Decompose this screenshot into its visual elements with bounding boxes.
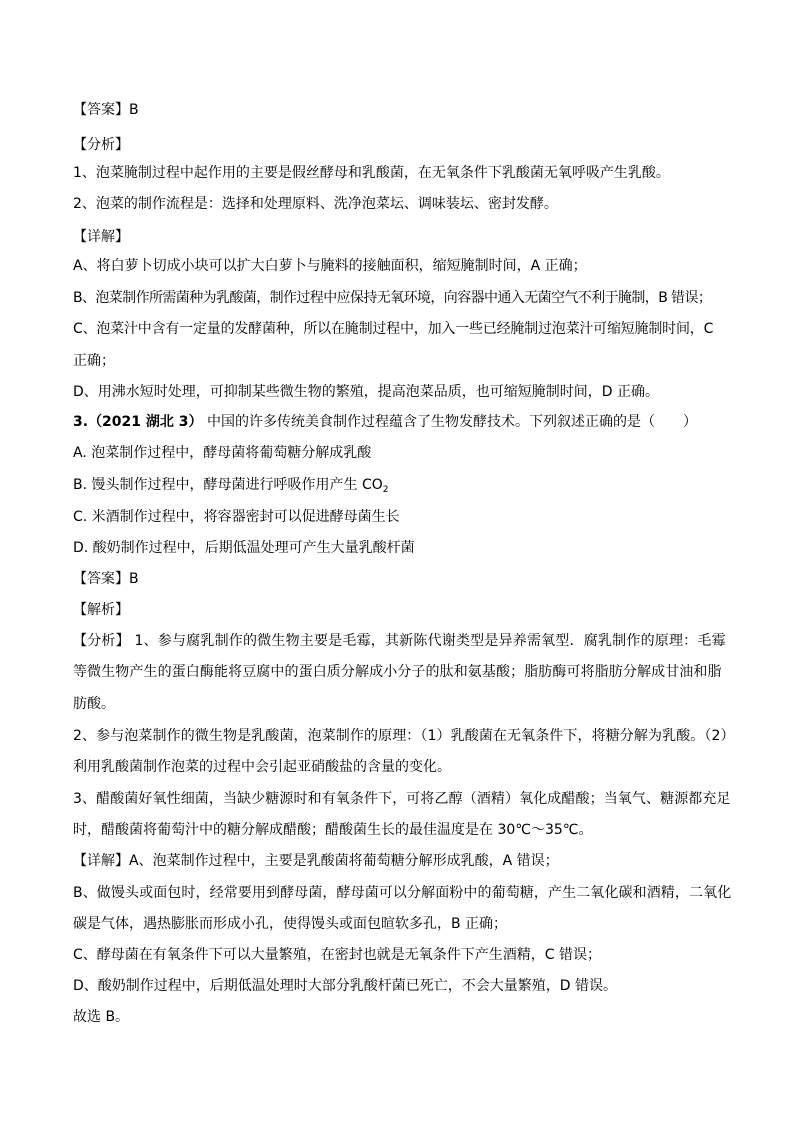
analysis-item-2: 2、泡菜的制作流程是：选择和处理原料、洗净泡菜坛、调味装坛、密封发酵。 <box>73 196 558 212</box>
detail-label-2: 【详解】 <box>73 853 129 869</box>
detail-label-1: 【详解】 <box>73 229 129 245</box>
detail-2-b-line2: 碳是气体，遇热膨胀而形成小孔，使得馒头或面包暄软多孔，B 正确； <box>73 916 508 932</box>
fenxi-2-line2: 利用乳酸菌制作泡菜的过程中会引起亚硝酸盐的含量的变化。 <box>73 759 451 775</box>
answer-value-2: B <box>129 571 139 587</box>
fenxi-3-line2: 时，醋酸菌将葡萄汁中的糖分解成醋酸；醋酸菌生长的最佳温度是在 30℃～35℃。 <box>73 822 593 838</box>
detail-item-b: B、泡菜制作所需菌种为乳酸菌，制作过程中应保持无氧环境，向容器中通入无菌空气不利于腌制，B 错误； <box>73 290 712 306</box>
detail-2-line-a <box>73 852 723 870</box>
option-b-subscript: 2 <box>382 485 389 495</box>
analysis-item-1: 1、泡菜腌制过程中起作用的主要是假丝酵母和乳酸菌，在无氧条件下乳酸菌无氧呼吸产生乳酸。 <box>73 165 670 181</box>
fenxi-2-line1: 2、参与泡菜制作的微生物是乳酸菌，泡菜制作的原理：（1）乳酸菌在无氧条件下，将糖分解为乳酸。（2） <box>73 728 735 744</box>
detail-2-d: D、酸奶制作过程中，后期低温处理时大部分乳酸杆菌已死亡，不会大量繁殖，D 错误。 <box>73 978 618 994</box>
question-text: 中国的许多传统美食制作过程蕴含了生物发酵技术。下列叙述正确的是（ ） <box>206 414 697 430</box>
detail-2-a-text: A、泡菜制作过程中，主要是乳酸菌将葡萄糖分解形成乳酸，A 错误； <box>129 853 559 869</box>
fenxi-1-line2: 等微生物产生的蛋白酶能将豆腐中的蛋白质分解成小分子的肽和氨基酸；脂肪酶可将脂肪分解成甘油和脂 <box>73 664 722 680</box>
detail-item-d: D、用沸水短时处理，可抑制某些微生物的繁殖，提高泡菜品质，也可缩短腌制时间，D 正确。 <box>73 384 660 400</box>
option-a: A. 泡菜制作过程中，酵母菌将葡萄糖分解成乳酸 <box>73 445 372 461</box>
fenxi-1-text: 1、参与腐乳制作的微生物主要是毛霉，其新陈代谢类型是异养需氧型．腐乳制作的原理：毛霉 <box>134 633 726 649</box>
question-3-stem <box>73 413 723 431</box>
answer-value: B <box>129 102 139 118</box>
answer-line-2 <box>73 570 723 588</box>
option-d: D. 酸奶制作过程中，后期低温处理可产生大量乳酸杆菌 <box>73 540 415 556</box>
fenxi-label: 【分析】 <box>73 633 130 649</box>
fenxi-1-line1 <box>73 632 726 650</box>
jiexi-label: 【解析】 <box>73 602 129 618</box>
option-b-text: B. 馒头制作过程中，酵母菌进行呼吸作用产生 CO <box>73 477 383 493</box>
answer-label: 【答案】 <box>73 102 129 118</box>
detail-item-c-line2: 正确； <box>73 353 115 369</box>
answer-label-2: 【答案】 <box>73 571 129 587</box>
detail-2-c: C、酵母菌在有氧条件下可以大量繁殖，在密封也就是无氧条件下产生酒精，C 错误； <box>73 947 601 963</box>
question-source: （2021 湖北 3） <box>88 414 203 430</box>
analysis-label-1: 【分析】 <box>73 137 129 153</box>
conclusion: 故选 B。 <box>73 1009 130 1025</box>
fenxi-3-line1: 3、醋酸菌好氧性细菌，当缺少糖源时和有氧条件下，可将乙醇（酒精）氧化成醋酸；当氧气、糖源都充足 <box>73 791 731 807</box>
detail-item-c-line1: C、泡菜汁中含有一定量的发酵菌种，所以在腌制过程中，加入一些已经腌制过泡菜汁可缩短腌制时间，C <box>73 321 714 337</box>
detail-item-a: A、将白萝卜切成小块可以扩大白萝卜与腌料的接触面积，缩短腌制时间，A 正确； <box>73 258 587 274</box>
detail-2-b-line1: B、做馒头或面包时，经常要用到酵母菌，酵母菌可以分解面粉中的葡萄糖，产生二氧化碳和酒精，二氧化 <box>73 885 732 901</box>
question-number: 3. <box>73 414 89 430</box>
answer-line-1 <box>73 101 723 119</box>
option-b <box>73 476 723 494</box>
option-c: C. 米酒制作过程中，将容器密封可以促进酵母菌生长 <box>73 509 400 525</box>
fenxi-1-line3: 肪酸。 <box>73 696 115 712</box>
